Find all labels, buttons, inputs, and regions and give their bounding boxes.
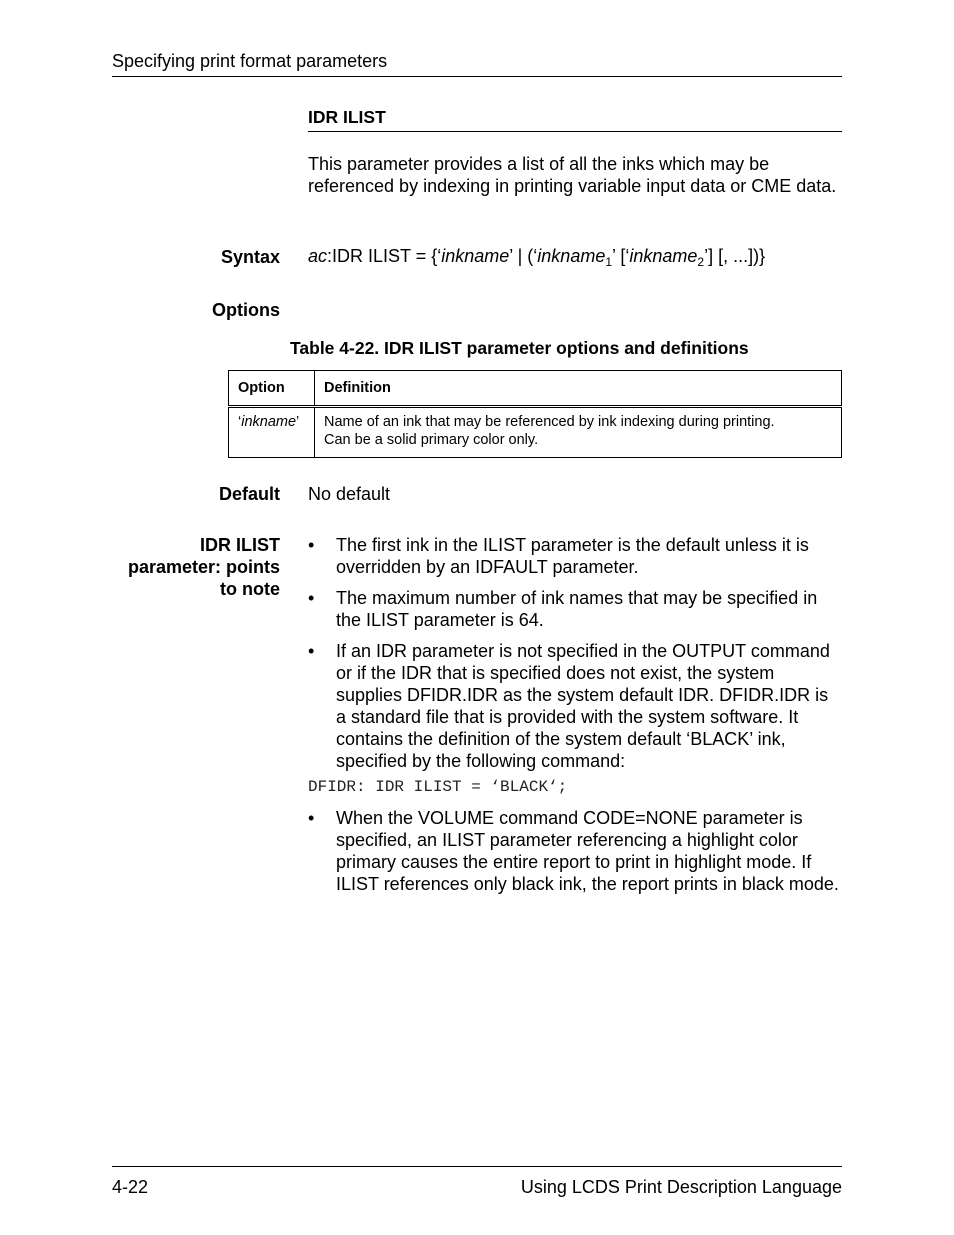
bullet-icon: • <box>308 641 315 661</box>
option-name: inkname <box>241 414 297 430</box>
list-item <box>308 807 842 895</box>
options-label: Options <box>212 300 280 320</box>
points-label-line: IDR ILIST <box>200 535 280 555</box>
syntax-part: inkname <box>537 246 606 266</box>
column-header-option: Option <box>229 371 315 407</box>
quote-mark: ‘ <box>238 414 242 430</box>
points-label <box>128 534 280 600</box>
syntax-subscript: 2 <box>697 255 705 269</box>
running-header: Specifying print format parameters <box>112 51 388 71</box>
bullet-icon: • <box>308 808 315 828</box>
syntax-statement <box>308 246 765 269</box>
options-table <box>228 370 842 458</box>
points-label-line: to note <box>220 579 280 599</box>
list-item-text: The maximum number of ink names that may be specified in the ILIST parameter is 64. <box>336 588 818 630</box>
list-item <box>308 587 842 631</box>
syntax-part: ’ [‘ <box>612 246 630 266</box>
book-title: Using LCDS Print Description Language <box>520 1177 842 1197</box>
footer-rule <box>112 1166 842 1167</box>
list-item <box>308 534 842 578</box>
syntax-part: ac <box>308 246 328 266</box>
quote-mark: ’ <box>296 414 300 430</box>
syntax-part: ’] [, ...])} <box>704 246 766 266</box>
definition-line: Name of an ink that may be referenced by ink indexing during printing. <box>324 414 775 430</box>
definition-cell <box>315 407 842 458</box>
syntax-part: :IDR ILIST = {‘ <box>327 246 442 266</box>
list-item-text: When the VOLUME command CODE=NONE parameter is specified, an ILIST parameter referencing a highlight color primary causes the entire report to print in highlight mode. If ILIST references only black ink, the report prints in black mode. <box>336 808 839 894</box>
header-rule <box>112 76 842 77</box>
list-item-text: If an IDR parameter is not specified in the OUTPUT command or if the IDR that is specified does not exist, the system supplies DFIDR.IDR as the system default IDR. DFIDR.IDR is a standard file that is provided with the system software. It contains the definition of the system default ‘BLACK’ ink, specified by the following command: <box>336 641 830 771</box>
syntax-part: ’ | (‘ <box>509 246 538 266</box>
syntax-part: inkname <box>441 246 510 266</box>
section-title-rule <box>308 131 842 132</box>
bullet-icon: • <box>308 588 315 608</box>
definition-line: Can be a solid primary color only. <box>324 432 539 448</box>
intro-paragraph: This parameter provides a list of all the inks which may be referenced by indexing in printing variable input data or CME data. <box>308 154 837 196</box>
page-number: 4-22 <box>112 1177 149 1197</box>
table-row <box>229 407 842 458</box>
list-item <box>308 640 842 772</box>
bullet-icon: • <box>308 535 315 555</box>
section-title: IDR ILIST <box>308 107 386 127</box>
default-value: No default <box>308 484 391 504</box>
syntax-label: Syntax <box>220 247 280 267</box>
table-caption: Table 4-22. IDR ILIST parameter options and definitions <box>290 338 749 358</box>
syntax-part: inkname <box>629 246 698 266</box>
list-item-text: The first ink in the ILIST parameter is the default unless it is overridden by an IDFAULT parameter. <box>336 535 809 577</box>
syntax-subscript: 1 <box>605 255 613 269</box>
points-label-line: parameter: points <box>127 557 280 577</box>
code-example: DFIDR: IDR ILIST = ‘BLACK‘; <box>308 778 568 796</box>
table-header-row <box>229 371 842 407</box>
points-list <box>308 534 842 904</box>
option-cell <box>229 407 315 458</box>
default-label: Default <box>218 484 280 504</box>
column-header-definition: Definition <box>315 371 842 407</box>
